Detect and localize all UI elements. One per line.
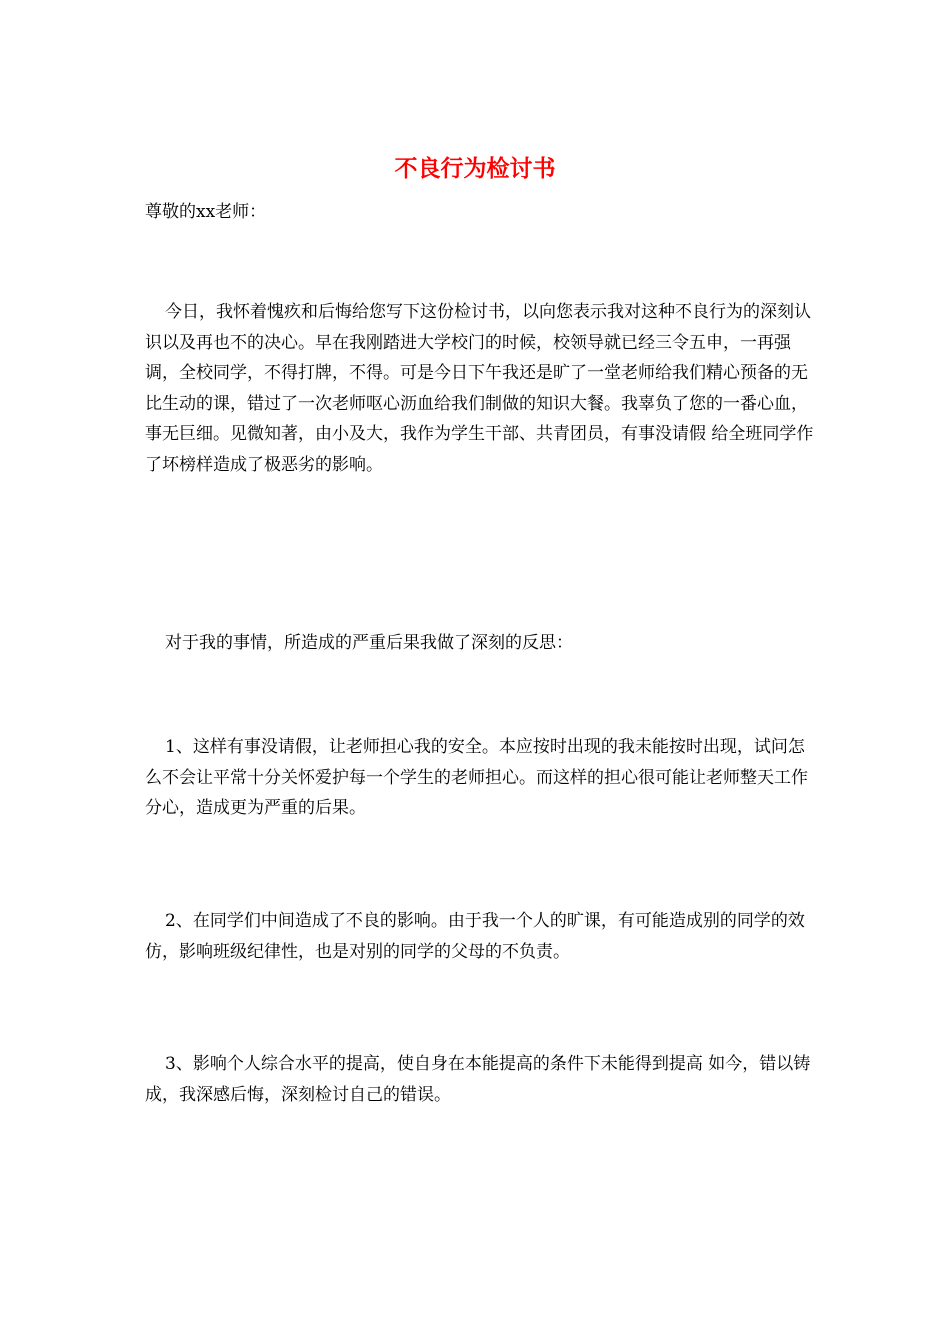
paragraph-reflection-intro: 对于我的事情，所造成的严重后果我做了深刻的反思： bbox=[165, 633, 573, 653]
paragraph-point-2: 2、在同学们中间造成了不良的影响。由于我一个人的旷课，有可能造成别的同学的效仿，影响班级纪律性，也是对别的同学的父母的不负责。 bbox=[145, 911, 805, 962]
salutation: 尊敬的xx老师： bbox=[145, 202, 267, 222]
paragraph-opening: 今日，我怀着愧疚和后悔给您写下这份检讨书，以向您表示我对这种不良行为的深刻认识以及再也不的决心。早在我刚踏进大学校门的时候，校领导就已经三令五申，一再强调，全校同学，不得打牌，不得。可是今日下午我还是旷了一堂老师给我们精心预备的无比生动的课，错过了一次老师呕心沥血给我们制做的知识大餐。我辜负了您的一番心血，事无巨细。见微知著，由小及大，我作为学生干部、共青团员，有事没请假 给全班同学作了坏榜样造成了极恶劣的影响。 bbox=[145, 302, 814, 475]
document-title: 不良行为检讨书 bbox=[394, 155, 556, 182]
paragraph-point-1: 1、这样有事没请假，让老师担心我的安全。本应按时出现的我未能按时出现，试问怎么不会让平常十分关怀爱护每一个学生的老师担心。而这样的担心很可能让老师整天工作分心，造成更为严重的后果。 bbox=[145, 737, 808, 818]
paragraph-point-3: 3、影响个人综合水平的提高，使自身在本能提高的条件下未能得到提高 如今，错以铸成，我深感后悔，深刻检讨自己的错误。 bbox=[145, 1054, 811, 1105]
